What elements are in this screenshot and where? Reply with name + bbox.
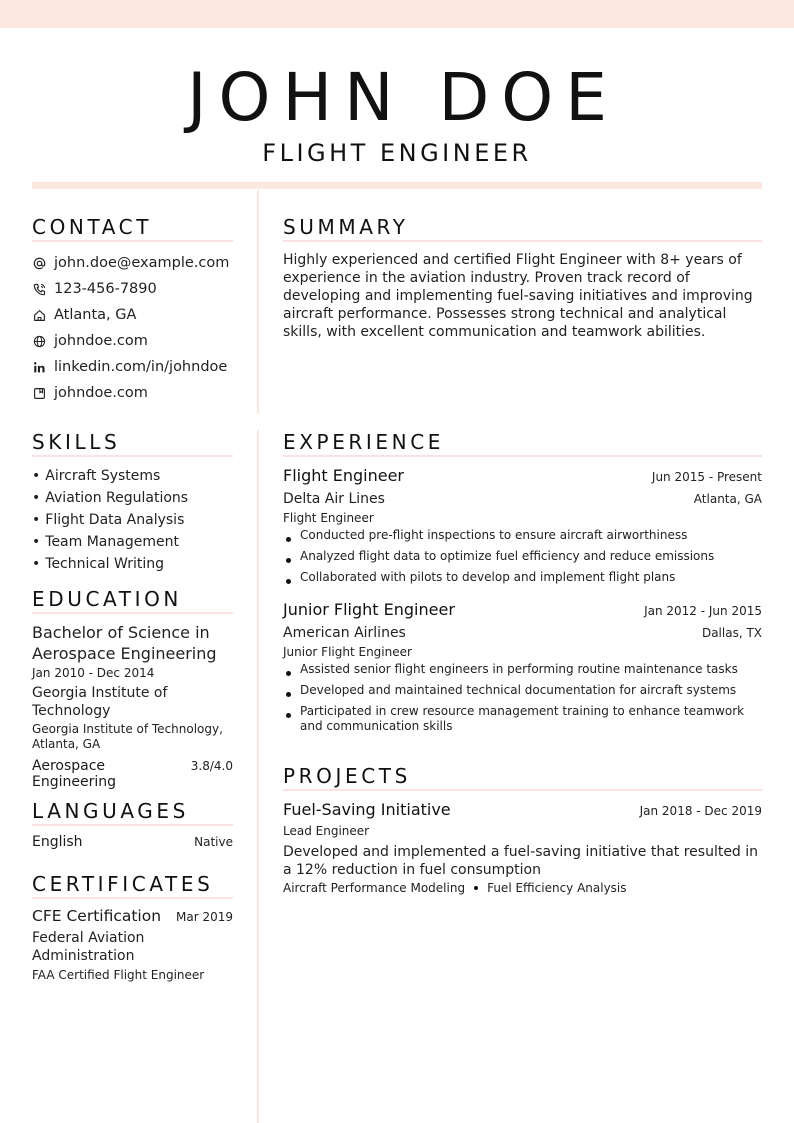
header-divider	[32, 182, 762, 189]
certificates-title: CERTIFICATES	[32, 872, 214, 896]
contact-website-text: johndoe.com	[54, 333, 148, 349]
project-header	[283, 799, 762, 821]
job-title: Junior Flight Engineer	[283, 600, 455, 619]
project-dates: Jan 2018 - Dec 2019	[639, 804, 762, 818]
tag-separator	[474, 886, 478, 890]
education-major: Aerospace Engineering	[32, 758, 116, 790]
skill-item: • Flight Data Analysis	[32, 509, 233, 531]
home-icon	[32, 308, 46, 322]
contact-location	[32, 302, 233, 328]
job-title: Flight Engineer	[283, 466, 405, 485]
section-rule	[32, 240, 233, 242]
contact-phone[interactable]	[32, 276, 233, 302]
job-location: Dallas, TX	[701, 626, 762, 640]
job-company-row	[283, 621, 762, 643]
column-divider-top	[257, 190, 259, 414]
resume-header	[0, 58, 794, 168]
certificate-desc: FAA Certified Flight Engineer	[32, 968, 205, 982]
education-major-row	[32, 758, 233, 790]
contact-linkedin[interactable]	[32, 354, 233, 380]
project-tags	[283, 881, 762, 895]
linkedin-icon	[32, 360, 46, 374]
section-rule	[32, 612, 233, 614]
job-bullet: Collaborated with pilots to develop and implement flight plans	[283, 570, 762, 585]
section-rule	[283, 240, 762, 242]
education-gpa: 3.8/4.0	[190, 759, 233, 773]
project-tag: Aircraft Performance Modeling	[283, 881, 466, 895]
job-bullet: Participated in crew resource management training to enhance teamwork and communication skills	[283, 704, 762, 734]
certificate-row	[32, 907, 233, 925]
language-row	[32, 834, 233, 850]
section-rule	[32, 455, 233, 457]
summary-text: Highly experienced and certified Flight Engineer with 8+ years of experience in the aviation industry. Proven track record of developing and implementing fuel-saving initiatives and improving aircraft performance. Possesses strong technical and analytical skills, with excellent communication and teamwork abilities.	[283, 252, 753, 340]
project-name: Fuel-Saving Initiative	[283, 800, 451, 819]
certificate-issuer: Federal Aviation Administration	[32, 930, 145, 964]
education-section	[32, 586, 233, 790]
job-bullets	[283, 662, 762, 734]
contact-portfolio-text: johndoe.com	[54, 385, 148, 401]
contact-email[interactable]	[32, 250, 233, 276]
summary-section	[283, 214, 762, 341]
contact-email-text: john.doe@example.com	[54, 255, 230, 271]
project-tag: Fuel Efficiency Analysis	[487, 881, 627, 895]
experience-section	[283, 429, 762, 748]
language-level: Native	[194, 835, 233, 849]
job-dates: Jan 2012 - Jun 2015	[644, 604, 762, 618]
section-rule	[283, 455, 762, 457]
language-name: English	[32, 834, 83, 850]
person-name: JOHN DOE	[187, 59, 619, 136]
contact-section	[32, 214, 233, 406]
job-bullet: Assisted senior flight engineers in performing routine maintenance tasks	[283, 662, 762, 677]
projects-title: PROJECTS	[283, 764, 411, 788]
top-accent-band	[0, 0, 794, 28]
job-bullet: Conducted pre-flight inspections to ensure aircraft airworthiness	[283, 528, 762, 543]
section-rule	[32, 824, 233, 826]
job-position: Flight Engineer	[283, 511, 374, 525]
job-header	[283, 599, 762, 621]
job-entry	[283, 599, 762, 734]
education-school: Georgia Institute of Technology	[32, 685, 168, 719]
phone-icon	[32, 282, 46, 296]
contact-location-text: Atlanta, GA	[54, 307, 137, 323]
languages-title: LANGUAGES	[32, 799, 189, 823]
project-role: Lead Engineer	[283, 824, 370, 838]
skills-section	[32, 429, 233, 575]
education-school-location: Georgia Institute of Technology, Atlanta, GA	[32, 722, 223, 751]
person-role: FLIGHT ENGINEER	[262, 139, 532, 167]
skills-title: SKILLS	[32, 430, 121, 454]
bookmark-icon	[32, 386, 46, 400]
skill-item: • Team Management	[32, 531, 233, 553]
skill-item: • Technical Writing	[32, 553, 233, 575]
contact-linkedin-text: linkedin.com/in/johndoe	[54, 359, 228, 375]
contact-portfolio[interactable]	[32, 380, 233, 406]
section-rule	[32, 897, 233, 899]
project-desc: Developed and implemented a fuel-saving initiative that resulted in a 12% reduction in fuel consumption	[283, 844, 759, 878]
column-divider-bottom	[257, 430, 259, 1123]
job-location: Atlanta, GA	[693, 492, 762, 506]
summary-title: SUMMARY	[283, 215, 409, 239]
job-entry	[283, 465, 762, 585]
education-degree: Bachelor of Science in Aerospace Engineering	[32, 623, 217, 663]
skill-item: • Aircraft Systems	[32, 465, 233, 487]
job-bullets	[283, 528, 762, 585]
certificate-date: Mar 2019	[176, 910, 233, 924]
education-title: EDUCATION	[32, 587, 182, 611]
experience-title: EXPERIENCE	[283, 430, 445, 454]
at-icon	[32, 256, 46, 270]
projects-section	[283, 763, 762, 895]
contact-phone-text: 123-456-7890	[54, 281, 157, 297]
job-bullet: Developed and maintained technical documentation for aircraft systems	[283, 683, 762, 698]
languages-section	[32, 798, 233, 850]
certificates-section	[32, 871, 233, 983]
contact-website[interactable]	[32, 328, 233, 354]
job-header	[283, 465, 762, 487]
contact-title: CONTACT	[32, 215, 153, 239]
education-dates: Jan 2010 - Dec 2014	[32, 666, 155, 680]
job-position: Junior Flight Engineer	[283, 645, 412, 659]
job-company-row	[283, 487, 762, 509]
job-dates: Jun 2015 - Present	[651, 470, 762, 484]
certificate-name: CFE Certification	[32, 907, 162, 925]
job-bullet: Analyzed flight data to optimize fuel efficiency and reduce emissions	[283, 549, 762, 564]
globe-icon	[32, 334, 46, 348]
job-company: Delta Air Lines	[283, 491, 385, 507]
job-company: American Airlines	[283, 625, 406, 641]
skill-item: • Aviation Regulations	[32, 487, 233, 509]
section-rule	[283, 789, 762, 791]
